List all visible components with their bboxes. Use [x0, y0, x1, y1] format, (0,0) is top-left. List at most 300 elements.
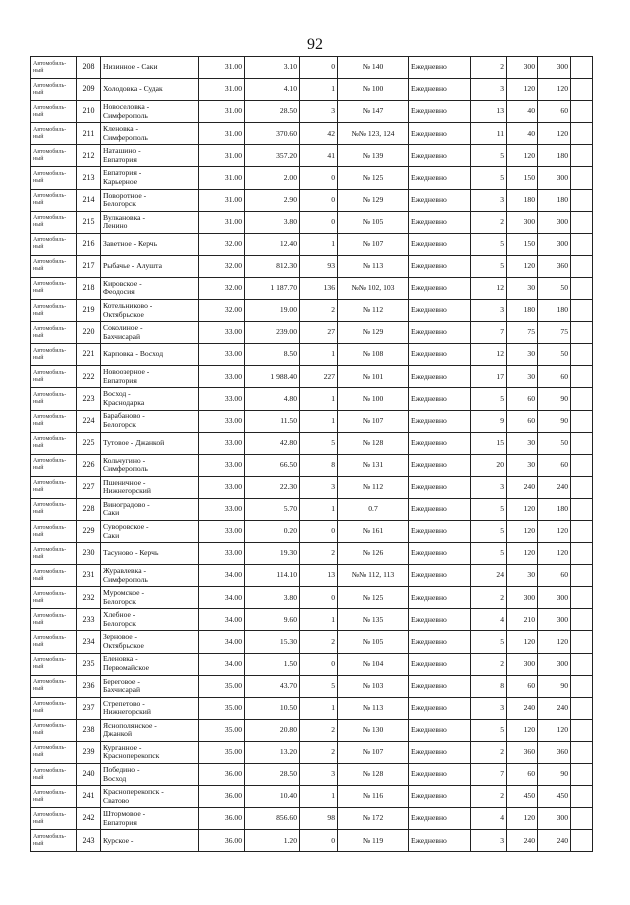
cell-passenger-km: 13.20	[245, 741, 300, 763]
cell-schedule: Ежедневно	[409, 277, 471, 299]
cell-transport-type: Автомобиль-ный	[31, 233, 77, 255]
cell-empty	[571, 741, 593, 763]
cell-distance-km: 33.00	[199, 432, 245, 454]
cell-transport-type: Автомобиль-ный	[31, 410, 77, 432]
cell-passenger-km: 9.60	[245, 609, 300, 631]
cell-transport-type: Автомобиль-ный	[31, 57, 77, 79]
cell-schedule: Ежедневно	[409, 653, 471, 675]
cell-passenger-km: 370.60	[245, 123, 300, 145]
cell-route-number: 225	[77, 432, 101, 454]
cell-trips: 5	[471, 520, 507, 542]
cell-route-name: Холодовка - Судак	[101, 79, 199, 101]
cell-route-name: Барабаново - Белогорск	[101, 410, 199, 432]
cell-interval-max: 180	[538, 498, 571, 520]
table-row	[31, 697, 593, 719]
table-row	[31, 255, 593, 277]
cell-trips: 24	[471, 565, 507, 587]
cell-contract-number: № 131	[338, 454, 409, 476]
cell-passengers: 0	[300, 189, 338, 211]
cell-trips: 5	[471, 167, 507, 189]
cell-contract-number: № 125	[338, 587, 409, 609]
cell-interval-min: 60	[507, 388, 538, 410]
cell-contract-number: № 119	[338, 830, 409, 852]
cell-interval-min: 30	[507, 344, 538, 366]
cell-interval-min: 300	[507, 587, 538, 609]
cell-trips: 5	[471, 233, 507, 255]
table-row	[31, 432, 593, 454]
table-row	[31, 388, 593, 410]
cell-empty	[571, 830, 593, 852]
cell-passengers: 3	[300, 764, 338, 786]
cell-passengers: 13	[300, 565, 338, 587]
cell-transport-type: Автомобиль-ный	[31, 322, 77, 344]
cell-trips: 3	[471, 300, 507, 322]
cell-transport-type: Автомобиль-ный	[31, 543, 77, 565]
cell-interval-min: 450	[507, 786, 538, 808]
cell-distance-km: 33.00	[199, 543, 245, 565]
table-row	[31, 786, 593, 808]
cell-route-number: 243	[77, 830, 101, 852]
cell-trips: 3	[471, 697, 507, 719]
table-row	[31, 830, 593, 852]
cell-passenger-km: 1.50	[245, 653, 300, 675]
cell-interval-max: 50	[538, 432, 571, 454]
cell-contract-number: 0.7	[338, 498, 409, 520]
cell-passenger-km: 19.30	[245, 543, 300, 565]
cell-interval-min: 120	[507, 79, 538, 101]
cell-route-number: 226	[77, 454, 101, 476]
cell-transport-type: Автомобиль-ный	[31, 388, 77, 410]
cell-route-number: 241	[77, 786, 101, 808]
cell-distance-km: 33.00	[199, 520, 245, 542]
cell-route-number: 235	[77, 653, 101, 675]
cell-transport-type: Автомобиль-ный	[31, 675, 77, 697]
cell-trips: 7	[471, 764, 507, 786]
cell-interval-min: 75	[507, 322, 538, 344]
cell-distance-km: 35.00	[199, 697, 245, 719]
cell-interval-min: 120	[507, 255, 538, 277]
cell-passenger-km: 1.20	[245, 830, 300, 852]
table-row	[31, 520, 593, 542]
table-row	[31, 123, 593, 145]
cell-trips: 8	[471, 675, 507, 697]
cell-route-name: Пшеничное - Нижнегорский	[101, 476, 199, 498]
cell-empty	[571, 57, 593, 79]
cell-route-number: 220	[77, 322, 101, 344]
cell-passengers: 0	[300, 167, 338, 189]
cell-distance-km: 36.00	[199, 764, 245, 786]
cell-interval-max: 120	[538, 79, 571, 101]
cell-interval-min: 120	[507, 145, 538, 167]
cell-empty	[571, 520, 593, 542]
cell-schedule: Ежедневно	[409, 366, 471, 388]
cell-transport-type: Автомобиль-ный	[31, 520, 77, 542]
cell-route-number: 214	[77, 189, 101, 211]
cell-interval-min: 180	[507, 189, 538, 211]
cell-interval-min: 120	[507, 631, 538, 653]
cell-route-name: Победино - Восход	[101, 764, 199, 786]
cell-schedule: Ежедневно	[409, 211, 471, 233]
cell-empty	[571, 565, 593, 587]
cell-passengers: 0	[300, 653, 338, 675]
cell-empty	[571, 167, 593, 189]
cell-distance-km: 32.00	[199, 277, 245, 299]
cell-trips: 3	[471, 830, 507, 852]
cell-route-number: 229	[77, 520, 101, 542]
cell-contract-number: № 129	[338, 189, 409, 211]
cell-transport-type: Автомобиль-ный	[31, 786, 77, 808]
cell-passengers: 93	[300, 255, 338, 277]
cell-transport-type: Автомобиль-ный	[31, 697, 77, 719]
cell-schedule: Ежедневно	[409, 101, 471, 123]
cell-passengers: 2	[300, 300, 338, 322]
cell-passenger-km: 10.50	[245, 697, 300, 719]
cell-passenger-km: 42.80	[245, 432, 300, 454]
cell-route-name: Карповка - Восход	[101, 344, 199, 366]
cell-schedule: Ежедневно	[409, 719, 471, 741]
cell-passenger-km: 1 187.70	[245, 277, 300, 299]
cell-passenger-km: 3.80	[245, 211, 300, 233]
cell-trips: 17	[471, 366, 507, 388]
cell-distance-km: 31.00	[199, 189, 245, 211]
cell-route-number: 216	[77, 233, 101, 255]
cell-passenger-km: 10.40	[245, 786, 300, 808]
cell-distance-km: 31.00	[199, 79, 245, 101]
cell-passengers: 0	[300, 57, 338, 79]
table-row	[31, 57, 593, 79]
cell-passengers: 136	[300, 277, 338, 299]
cell-route-name: Кольчугино - Симферополь	[101, 454, 199, 476]
cell-empty	[571, 277, 593, 299]
cell-distance-km: 34.00	[199, 653, 245, 675]
table-row	[31, 344, 593, 366]
cell-schedule: Ежедневно	[409, 631, 471, 653]
cell-trips: 2	[471, 57, 507, 79]
cell-interval-min: 120	[507, 520, 538, 542]
cell-contract-number: № 113	[338, 255, 409, 277]
cell-transport-type: Автомобиль-ный	[31, 808, 77, 830]
cell-interval-min: 300	[507, 57, 538, 79]
cell-transport-type: Автомобиль-ный	[31, 653, 77, 675]
cell-contract-number: № 128	[338, 764, 409, 786]
cell-interval-max: 180	[538, 300, 571, 322]
cell-interval-min: 30	[507, 366, 538, 388]
table-row	[31, 653, 593, 675]
cell-interval-max: 60	[538, 565, 571, 587]
cell-transport-type: Автомобиль-ный	[31, 145, 77, 167]
cell-interval-min: 30	[507, 277, 538, 299]
cell-trips: 2	[471, 653, 507, 675]
cell-schedule: Ежедневно	[409, 498, 471, 520]
cell-empty	[571, 233, 593, 255]
cell-route-name: Заветное - Керчь	[101, 233, 199, 255]
cell-trips: 4	[471, 808, 507, 830]
cell-interval-max: 75	[538, 322, 571, 344]
table-row	[31, 454, 593, 476]
cell-route-name: Тутовое - Джанкой	[101, 432, 199, 454]
cell-transport-type: Автомобиль-ный	[31, 719, 77, 741]
cell-route-number: 215	[77, 211, 101, 233]
table-row	[31, 808, 593, 830]
cell-route-number: 233	[77, 609, 101, 631]
cell-empty	[571, 719, 593, 741]
cell-interval-max: 180	[538, 145, 571, 167]
cell-interval-max: 90	[538, 410, 571, 432]
cell-route-name: Поворотное - Белогорск	[101, 189, 199, 211]
cell-route-number: 236	[77, 675, 101, 697]
cell-route-name: Хлебное - Белогорск	[101, 609, 199, 631]
table-row	[31, 322, 593, 344]
cell-contract-number: № 129	[338, 322, 409, 344]
cell-distance-km: 36.00	[199, 830, 245, 852]
cell-route-name: Восход - Краснодарка	[101, 388, 199, 410]
cell-passengers: 2	[300, 719, 338, 741]
cell-route-number: 228	[77, 498, 101, 520]
cell-transport-type: Автомобиль-ный	[31, 476, 77, 498]
cell-distance-km: 33.00	[199, 454, 245, 476]
cell-contract-number: № 107	[338, 410, 409, 432]
cell-contract-number: № 100	[338, 388, 409, 410]
cell-empty	[571, 211, 593, 233]
cell-contract-number: № 108	[338, 344, 409, 366]
cell-route-name: Яснополянское - Джанкой	[101, 719, 199, 741]
table-row	[31, 764, 593, 786]
cell-passenger-km: 114.10	[245, 565, 300, 587]
cell-passengers: 2	[300, 631, 338, 653]
cell-distance-km: 31.00	[199, 211, 245, 233]
cell-passengers: 41	[300, 145, 338, 167]
cell-interval-min: 120	[507, 498, 538, 520]
cell-passenger-km: 19.00	[245, 300, 300, 322]
cell-schedule: Ежедневно	[409, 79, 471, 101]
cell-trips: 5	[471, 255, 507, 277]
cell-contract-number: № 107	[338, 741, 409, 763]
cell-empty	[571, 300, 593, 322]
cell-distance-km: 33.00	[199, 476, 245, 498]
cell-passengers: 3	[300, 101, 338, 123]
cell-empty	[571, 255, 593, 277]
cell-route-number: 227	[77, 476, 101, 498]
cell-route-name: Еленовка - Первомайское	[101, 653, 199, 675]
cell-distance-km: 31.00	[199, 167, 245, 189]
cell-empty	[571, 609, 593, 631]
cell-empty	[571, 675, 593, 697]
cell-trips: 2	[471, 786, 507, 808]
cell-interval-max: 50	[538, 344, 571, 366]
table-row	[31, 300, 593, 322]
cell-distance-km: 33.00	[199, 388, 245, 410]
cell-transport-type: Автомобиль-ный	[31, 565, 77, 587]
table-row	[31, 741, 593, 763]
cell-trips: 12	[471, 277, 507, 299]
cell-passenger-km: 4.10	[245, 79, 300, 101]
cell-contract-number: №№ 123, 124	[338, 123, 409, 145]
cell-contract-number: № 105	[338, 631, 409, 653]
cell-interval-max: 240	[538, 697, 571, 719]
cell-contract-number: № 125	[338, 167, 409, 189]
table-row	[31, 167, 593, 189]
cell-trips: 4	[471, 609, 507, 631]
cell-empty	[571, 631, 593, 653]
cell-schedule: Ежедневно	[409, 167, 471, 189]
cell-interval-min: 60	[507, 410, 538, 432]
table-row	[31, 366, 593, 388]
cell-interval-min: 150	[507, 167, 538, 189]
cell-schedule: Ежедневно	[409, 123, 471, 145]
cell-passengers: 3	[300, 476, 338, 498]
cell-interval-max: 60	[538, 454, 571, 476]
cell-route-number: 237	[77, 697, 101, 719]
cell-passengers: 2	[300, 543, 338, 565]
cell-schedule: Ежедневно	[409, 543, 471, 565]
cell-passenger-km: 856.60	[245, 808, 300, 830]
cell-route-number: 219	[77, 300, 101, 322]
cell-distance-km: 36.00	[199, 808, 245, 830]
cell-transport-type: Автомобиль-ный	[31, 587, 77, 609]
cell-contract-number: №№ 112, 113	[338, 565, 409, 587]
cell-interval-min: 300	[507, 653, 538, 675]
cell-interval-max: 360	[538, 255, 571, 277]
cell-route-name: Новоозерное - Евпатория	[101, 366, 199, 388]
cell-trips: 5	[471, 388, 507, 410]
cell-passenger-km: 11.50	[245, 410, 300, 432]
cell-distance-km: 32.00	[199, 255, 245, 277]
cell-empty	[571, 79, 593, 101]
table-row	[31, 79, 593, 101]
cell-distance-km: 34.00	[199, 609, 245, 631]
cell-trips: 2	[471, 741, 507, 763]
cell-empty	[571, 189, 593, 211]
cell-trips: 11	[471, 123, 507, 145]
cell-route-number: 208	[77, 57, 101, 79]
table-row	[31, 543, 593, 565]
cell-passenger-km: 5.70	[245, 498, 300, 520]
cell-passengers: 1	[300, 344, 338, 366]
cell-route-name: Тасуново - Керчь	[101, 543, 199, 565]
cell-route-name: Евпатория - Карьерное	[101, 167, 199, 189]
cell-contract-number: № 104	[338, 653, 409, 675]
cell-distance-km: 33.00	[199, 344, 245, 366]
cell-transport-type: Автомобиль-ный	[31, 255, 77, 277]
cell-route-name: Курское -	[101, 830, 199, 852]
cell-interval-min: 60	[507, 764, 538, 786]
cell-trips: 13	[471, 101, 507, 123]
cell-schedule: Ежедневно	[409, 808, 471, 830]
table-row	[31, 565, 593, 587]
cell-contract-number: № 161	[338, 520, 409, 542]
cell-empty	[571, 587, 593, 609]
cell-passenger-km: 8.50	[245, 344, 300, 366]
cell-passengers: 1	[300, 79, 338, 101]
cell-contract-number: № 103	[338, 675, 409, 697]
cell-transport-type: Автомобиль-ный	[31, 764, 77, 786]
cell-distance-km: 33.00	[199, 366, 245, 388]
cell-passengers: 1	[300, 388, 338, 410]
cell-transport-type: Автомобиль-ный	[31, 432, 77, 454]
cell-interval-max: 90	[538, 388, 571, 410]
cell-distance-km: 36.00	[199, 786, 245, 808]
cell-empty	[571, 388, 593, 410]
cell-interval-max: 450	[538, 786, 571, 808]
cell-interval-min: 120	[507, 719, 538, 741]
cell-passengers: 1	[300, 498, 338, 520]
cell-passenger-km: 4.80	[245, 388, 300, 410]
cell-interval-max: 120	[538, 719, 571, 741]
table-row	[31, 189, 593, 211]
cell-transport-type: Автомобиль-ный	[31, 167, 77, 189]
cell-interval-max: 120	[538, 543, 571, 565]
table-row	[31, 145, 593, 167]
cell-distance-km: 33.00	[199, 498, 245, 520]
cell-contract-number: № 105	[338, 211, 409, 233]
cell-schedule: Ежедневно	[409, 741, 471, 763]
cell-interval-min: 30	[507, 454, 538, 476]
cell-route-number: 242	[77, 808, 101, 830]
cell-interval-min: 210	[507, 609, 538, 631]
cell-transport-type: Автомобиль-ный	[31, 300, 77, 322]
cell-passenger-km: 357.20	[245, 145, 300, 167]
cell-transport-type: Автомобиль-ный	[31, 498, 77, 520]
cell-route-name: Суворовское - Саки	[101, 520, 199, 542]
cell-schedule: Ежедневно	[409, 587, 471, 609]
cell-trips: 5	[471, 631, 507, 653]
cell-schedule: Ежедневно	[409, 145, 471, 167]
cell-passengers: 98	[300, 808, 338, 830]
cell-distance-km: 35.00	[199, 675, 245, 697]
cell-route-number: 209	[77, 79, 101, 101]
cell-transport-type: Автомобиль-ный	[31, 741, 77, 763]
cell-schedule: Ежедневно	[409, 454, 471, 476]
cell-empty	[571, 123, 593, 145]
cell-distance-km: 34.00	[199, 631, 245, 653]
cell-passenger-km: 20.80	[245, 719, 300, 741]
cell-route-number: 240	[77, 764, 101, 786]
cell-interval-max: 240	[538, 830, 571, 852]
cell-transport-type: Автомобиль-ный	[31, 631, 77, 653]
cell-contract-number: № 126	[338, 543, 409, 565]
cell-passengers: 0	[300, 520, 338, 542]
cell-trips: 5	[471, 719, 507, 741]
cell-interval-max: 240	[538, 476, 571, 498]
cell-passengers: 5	[300, 432, 338, 454]
cell-passengers: 1	[300, 233, 338, 255]
cell-contract-number: № 116	[338, 786, 409, 808]
cell-interval-min: 120	[507, 543, 538, 565]
cell-interval-min: 240	[507, 697, 538, 719]
cell-schedule: Ежедневно	[409, 322, 471, 344]
cell-schedule: Ежедневно	[409, 697, 471, 719]
cell-passengers: 1	[300, 609, 338, 631]
cell-route-name: Кировское - Феодосия	[101, 277, 199, 299]
cell-schedule: Ежедневно	[409, 520, 471, 542]
cell-passengers: 27	[300, 322, 338, 344]
cell-interval-max: 300	[538, 211, 571, 233]
cell-passengers: 5	[300, 675, 338, 697]
cell-passenger-km: 66.50	[245, 454, 300, 476]
cell-interval-min: 240	[507, 476, 538, 498]
cell-schedule: Ежедневно	[409, 233, 471, 255]
cell-trips: 20	[471, 454, 507, 476]
cell-trips: 15	[471, 432, 507, 454]
page-number: 92	[307, 36, 323, 53]
cell-passenger-km: 239.00	[245, 322, 300, 344]
cell-contract-number: № 107	[338, 233, 409, 255]
cell-trips: 2	[471, 587, 507, 609]
cell-passengers: 42	[300, 123, 338, 145]
cell-route-number: 224	[77, 410, 101, 432]
cell-interval-max: 360	[538, 741, 571, 763]
table-row	[31, 587, 593, 609]
